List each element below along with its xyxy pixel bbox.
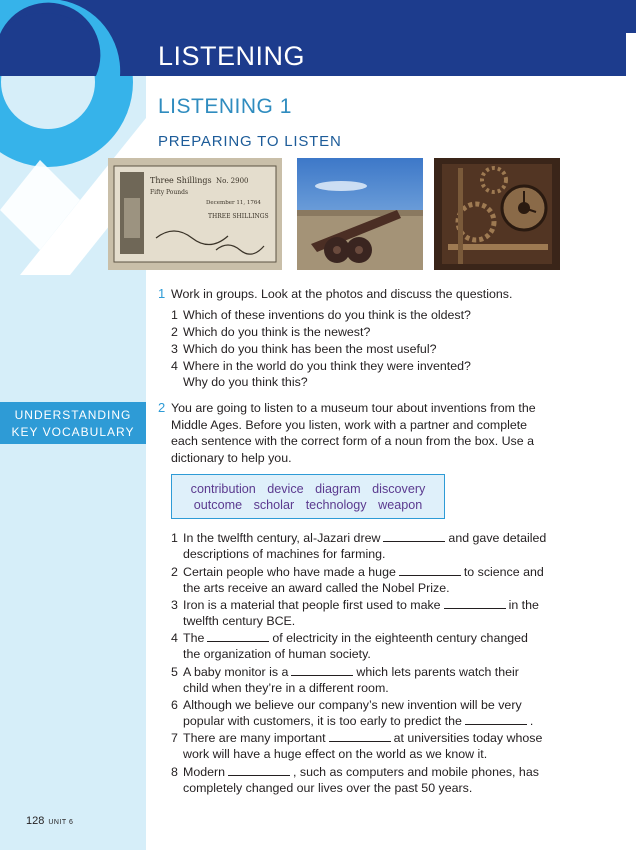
exercise-1-number: 1 — [158, 286, 166, 301]
question-text-cont: Why do you think this? — [183, 375, 308, 389]
word-box-word: contribution — [190, 482, 256, 496]
sentence-line: descriptions of machines for farming. — [183, 547, 386, 561]
sentence-line: Although we believe our company’s new invention will be very — [183, 698, 522, 712]
side-label-line-1: UNDERSTANDING — [14, 408, 132, 422]
sentence-line: Certain people who have made a huge to science and — [183, 565, 544, 579]
exercise-2-number: 2 — [158, 400, 166, 415]
page-title: LISTENING — [158, 41, 306, 71]
side-label — [0, 402, 146, 444]
exercise-2-instruction-line: Middle Ages. Before you listen, work with a partner and complete — [171, 418, 528, 432]
unit-label: UNIT 6 — [48, 819, 74, 826]
page-footer — [26, 815, 73, 827]
word-box-word: scholar — [253, 498, 295, 512]
page-number: 128 — [26, 815, 45, 827]
sentence-line: the arts receive an award called the Nobel Prize. — [183, 581, 450, 595]
header-strip — [626, 33, 636, 78]
side-label-line-2: KEY VOCABULARY — [11, 425, 135, 439]
sentence-line: The of electricity in the eighteenth century changed — [183, 631, 528, 645]
question-number: 3 — [171, 342, 178, 356]
sentence-number: 3 — [171, 598, 178, 612]
sentence-number: 2 — [171, 565, 178, 579]
question-text: Which do you think has been the most useful? — [183, 342, 437, 356]
exercise-2-instruction-line: You are going to listen to a museum tour about inventions from the — [171, 401, 536, 415]
word-box-row-1 — [172, 481, 444, 497]
answer-blank[interactable] — [465, 713, 527, 725]
exercise-2-instruction-line: each sentence with the correct form of a noun from the box. Use a — [171, 434, 534, 448]
sentence-line: Iron is a material that people first used to make in the — [183, 598, 539, 612]
sentence-line: Modern , such as computers and mobile phones, has — [183, 765, 539, 779]
answer-blank[interactable] — [383, 530, 445, 542]
word-box-row-2 — [172, 497, 444, 513]
subsection-title: PREPARING TO LISTEN — [158, 133, 342, 150]
sentence-number: 4 — [171, 631, 178, 645]
word-box-word: outcome — [193, 498, 243, 512]
sentence-line: work will have a huge effect on the world as we know it. — [183, 747, 488, 761]
word-box-word: device — [267, 482, 304, 496]
sentence-number: 8 — [171, 765, 178, 779]
word-box-word: discovery — [372, 482, 426, 496]
question-text: Where in the world do you think they were invented? — [183, 359, 471, 373]
sentence-line: popular with customers, it is too early to predict the . — [183, 714, 534, 728]
banknote-caption: Three Shillings — [150, 176, 212, 185]
word-box — [171, 474, 445, 519]
sentence-number: 7 — [171, 731, 178, 745]
banknote-line-1: No. 2900 — [216, 177, 249, 185]
sentence-line: There are many important at universities today whose — [183, 731, 543, 745]
answer-blank[interactable] — [329, 730, 391, 742]
sentence-number: 6 — [171, 698, 178, 712]
sentence-line: child when they’re in a different room. — [183, 681, 389, 695]
answer-blank[interactable] — [291, 664, 353, 676]
cannon-photo — [297, 158, 423, 270]
question-number: 2 — [171, 325, 178, 339]
sentence-line: A baby monitor is a which lets parents watch their — [183, 665, 519, 679]
banknote-line-4: THREE SHILLINGS — [208, 213, 269, 220]
clock-mechanism-photo — [434, 158, 560, 270]
sentence-line: the organization of human society. — [183, 647, 371, 661]
word-box-word: diagram — [315, 482, 361, 496]
exercise-1-instruction: Work in groups. Look at the photos and discuss the questions. — [171, 287, 513, 301]
sentence-line: twelfth century BCE. — [183, 614, 296, 628]
banknote-line-2: Fifty Pounds — [150, 189, 189, 196]
answer-blank[interactable] — [399, 564, 461, 576]
question-number: 1 — [171, 308, 178, 322]
section-title: LISTENING 1 — [158, 95, 292, 118]
question-number: 4 — [171, 359, 178, 373]
exercise-2-instruction-line: dictionary to help you. — [171, 451, 292, 465]
answer-blank[interactable] — [207, 630, 269, 642]
sentence-number: 1 — [171, 531, 178, 545]
sentence-number: 5 — [171, 665, 178, 679]
answer-blank[interactable] — [444, 597, 506, 609]
word-box-word: technology — [305, 498, 367, 512]
question-text: Which of these inventions do you think is the oldest? — [183, 308, 471, 322]
question-text: Which do you think is the newest? — [183, 325, 371, 339]
header-deco — [0, 0, 146, 76]
sentence-line: completely changed our lives over the past 50 years. — [183, 781, 473, 795]
banknote-line-3: December 11, 1764 — [206, 200, 261, 206]
word-box-word: weapon — [378, 498, 423, 512]
banknote-photo — [108, 158, 282, 270]
answer-blank[interactable] — [228, 764, 290, 776]
sentence-line: In the twelfth century, al-Jazari drew and gave detailed — [183, 531, 547, 545]
